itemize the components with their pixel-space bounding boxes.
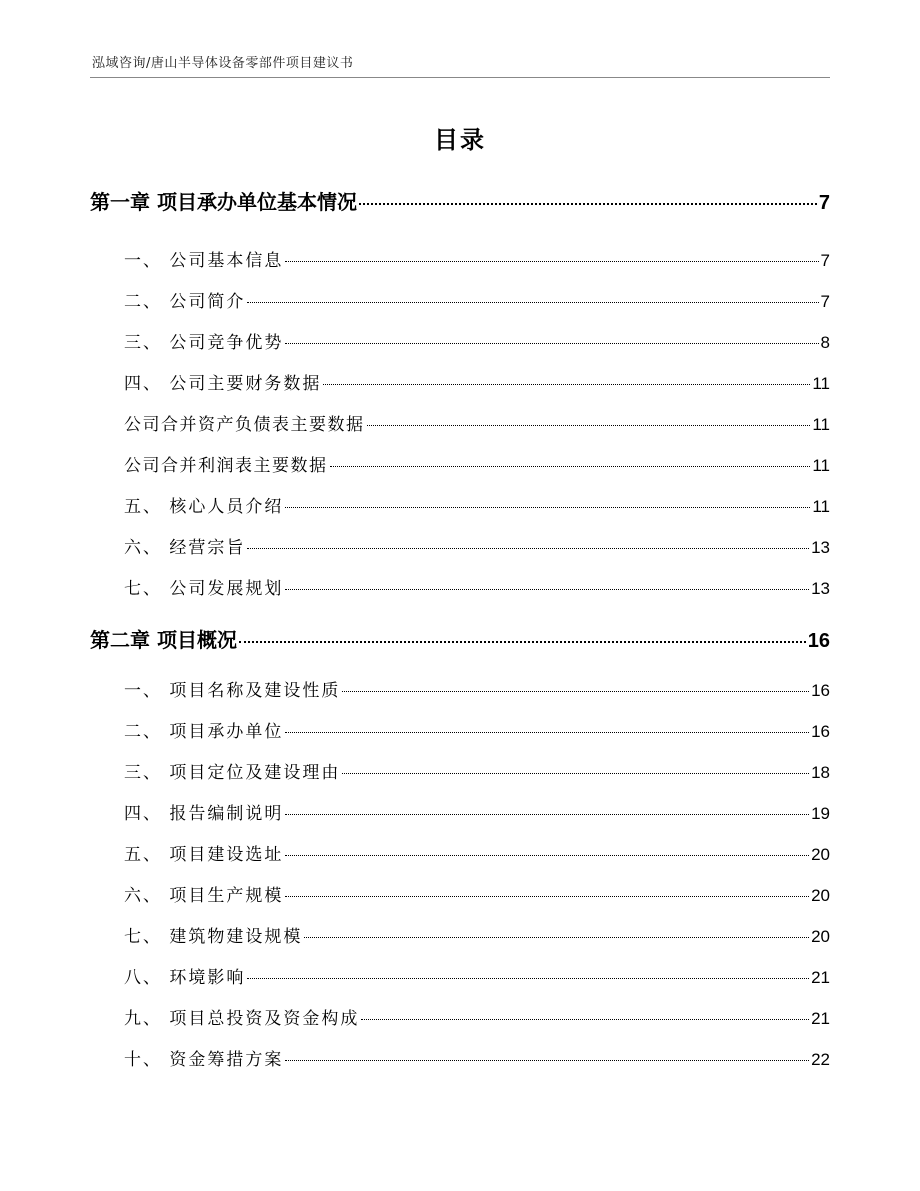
- toc-entry-label: 三、 项目定位及建设理由: [124, 763, 341, 783]
- running-header: 泓域咨询/唐山半导体设备零部件项目建议书: [92, 56, 354, 71]
- toc-leader-dots: [330, 462, 811, 467]
- toc-leader-dots: [361, 1015, 809, 1020]
- toc-entry-label: 二、 项目承办单位: [124, 722, 284, 742]
- toc-leader-dots: [285, 585, 809, 590]
- toc-entry-section[interactable]: [124, 1004, 830, 1029]
- toc-entry-page: 21: [811, 968, 830, 987]
- toc-entry-page: 22: [811, 1050, 830, 1069]
- toc-entry-page: 11: [812, 456, 830, 475]
- toc-leader-dots: [304, 933, 809, 938]
- toc-leader-dots: [359, 199, 817, 205]
- toc-entry-page: 13: [811, 579, 830, 598]
- toc-entry-section[interactable]: [124, 246, 830, 271]
- toc-entry-label: 二、 公司简介: [124, 292, 246, 312]
- toc-leader-dots: [247, 298, 818, 303]
- toc-entry-label: 公司合并利润表主要数据: [124, 456, 328, 476]
- toc-entry-section[interactable]: [124, 922, 830, 947]
- toc-entry-label: 一、 项目名称及建设性质: [124, 681, 341, 701]
- toc-entry-page: 19: [811, 804, 830, 823]
- toc-leader-dots: [285, 810, 809, 815]
- toc-entry-page: 13: [811, 538, 830, 557]
- toc-entry-label: 七、 公司发展规划: [124, 579, 284, 599]
- header-divider: [90, 77, 830, 78]
- toc-leader-dots: [323, 380, 810, 385]
- toc-entry-label: 四、 报告编制说明: [124, 804, 284, 824]
- toc-entry-chapter-1[interactable]: [90, 186, 830, 215]
- toc-entry-label: 四、 公司主要财务数据: [124, 374, 322, 394]
- toc-entry-label: 公司合并资产负债表主要数据: [124, 415, 365, 435]
- toc-entry-label: 一、 公司基本信息: [124, 251, 284, 271]
- toc-entry-section[interactable]: [124, 533, 830, 558]
- toc-entry-section[interactable]: [124, 328, 830, 353]
- toc-leader-dots: [367, 421, 811, 426]
- toc-entry-section[interactable]: [124, 799, 830, 824]
- toc-entry-page: 21: [811, 1009, 830, 1028]
- toc-leader-dots: [239, 637, 806, 643]
- toc-entry-page: 11: [812, 374, 830, 393]
- toc-entry-label: 第二章 项目概况: [90, 628, 237, 652]
- toc-entry-page: 20: [811, 845, 830, 864]
- toc-entry-page: 16: [811, 681, 830, 700]
- toc-entry-page: 20: [811, 886, 830, 905]
- toc-entry-section[interactable]: [124, 1045, 830, 1070]
- toc-entry-section[interactable]: [124, 840, 830, 865]
- toc-entry-label: 第一章 项目承办单位基本情况: [90, 190, 357, 214]
- toc-entry-label: 八、 环境影响: [124, 968, 246, 988]
- page-title: 目录: [434, 126, 486, 154]
- toc-entry-section[interactable]: [124, 492, 830, 517]
- toc-entry-chapter-2[interactable]: [90, 624, 830, 653]
- toc-leader-dots: [247, 974, 809, 979]
- toc-entry-subsection[interactable]: [124, 410, 830, 435]
- toc-entry-label: 五、 项目建设选址: [124, 845, 284, 865]
- toc-entry-page: 8: [820, 333, 830, 352]
- toc-entry-section[interactable]: [124, 287, 830, 312]
- toc-entry-label: 五、 核心人员介绍: [124, 497, 284, 517]
- toc-entry-section[interactable]: [124, 574, 830, 599]
- toc-entry-section[interactable]: [124, 676, 830, 701]
- toc-entry-label: 九、 项目总投资及资金构成: [124, 1009, 360, 1029]
- toc-entry-page: 7: [818, 192, 830, 214]
- toc-leader-dots: [247, 544, 809, 549]
- toc-entry-label: 十、 资金筹措方案: [124, 1050, 284, 1070]
- toc-leader-dots: [342, 687, 809, 692]
- toc-leader-dots: [285, 851, 809, 856]
- toc-leader-dots: [285, 339, 818, 344]
- toc-leader-dots: [285, 257, 818, 262]
- toc-entry-page: 11: [812, 497, 830, 516]
- toc-entry-page: 16: [807, 630, 830, 652]
- toc-entry-label: 三、 公司竞争优势: [124, 333, 284, 353]
- toc-entry-page: 20: [811, 927, 830, 946]
- toc-entry-section[interactable]: [124, 963, 830, 988]
- toc-entry-page: 18: [811, 763, 830, 782]
- toc-entry-page: 7: [820, 251, 830, 270]
- toc-entry-page: 11: [812, 415, 830, 434]
- toc-entry-label: 六、 项目生产规模: [124, 886, 284, 906]
- toc-leader-dots: [285, 728, 809, 733]
- toc-entry-subsection[interactable]: [124, 451, 830, 476]
- toc-entry-section[interactable]: [124, 881, 830, 906]
- toc-leader-dots: [342, 769, 809, 774]
- toc-entry-label: 六、 经营宗旨: [124, 538, 246, 558]
- toc-entry-page: 16: [811, 722, 830, 741]
- toc-leader-dots: [285, 892, 809, 897]
- toc-entry-section[interactable]: [124, 369, 830, 394]
- toc-entry-page: 7: [820, 292, 830, 311]
- toc-leader-dots: [285, 503, 810, 508]
- toc-entry-section[interactable]: [124, 717, 830, 742]
- toc-entry-label: 七、 建筑物建设规模: [124, 927, 303, 947]
- toc-entry-section[interactable]: [124, 758, 830, 783]
- toc-leader-dots: [285, 1056, 809, 1061]
